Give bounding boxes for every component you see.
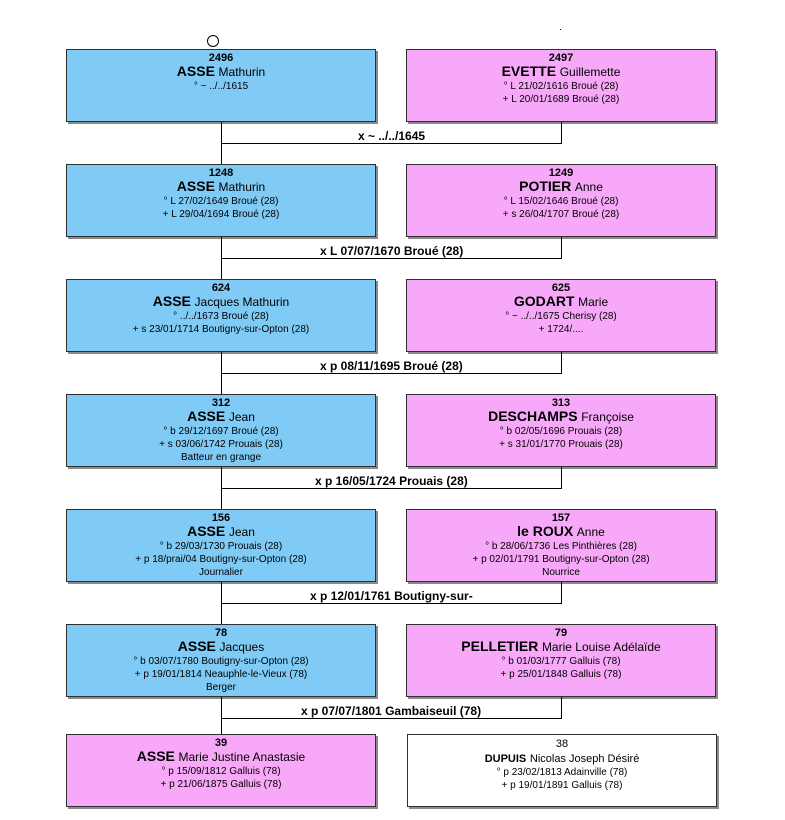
person-name <box>67 749 375 765</box>
life-event-line: + s 31/01/1770 Prouais (28) <box>499 439 623 450</box>
given-names: Anne <box>574 180 603 194</box>
life-event-line: ° b 29/03/1730 Prouais (28) <box>159 541 283 552</box>
person-name <box>407 179 715 195</box>
sosa-number: 39 <box>214 737 228 749</box>
given-names: Jacques <box>219 640 265 654</box>
wife-box[interactable] <box>406 279 716 352</box>
marriage-line <box>221 143 562 144</box>
given-names: Nicolas Joseph Désiré <box>529 753 640 765</box>
person-name <box>67 64 375 80</box>
life-event-line: + p 21/06/1875 Galluis (78) <box>160 779 282 790</box>
sosa-number: 1249 <box>548 167 574 179</box>
life-event-line: ° ../../1673 Broué (28) <box>173 311 269 322</box>
life-event-line: ° L 21/02/1616 Broué (28) <box>503 81 619 92</box>
life-event-line: ° L 15/02/1646 Broué (28) <box>503 196 619 207</box>
sosa-number: 78 <box>214 627 228 639</box>
person-name <box>407 409 715 425</box>
wife-box[interactable] <box>406 509 716 582</box>
corner-dot-icon <box>560 29 561 30</box>
marriage-label: x p 12/01/1761 Boutigny-sur- <box>310 589 473 603</box>
sosa-number: 312 <box>211 397 231 409</box>
given-names: Jacques Mathurin <box>194 295 290 309</box>
surname: POTIER <box>519 178 572 194</box>
surname: ASSE <box>177 638 216 654</box>
surname: ASSE <box>176 63 215 79</box>
surname: le ROUX <box>517 523 574 539</box>
life-event-line: + p 19/01/1814 Neauphle-le-Vieux (78) <box>134 669 308 680</box>
wife-connector-line <box>561 467 562 488</box>
person-name <box>407 524 715 540</box>
person-name <box>407 294 715 310</box>
life-event-line: + p 25/01/1848 Galluis (78) <box>500 669 622 680</box>
life-event-line: Batteur en grange <box>180 452 262 463</box>
sosa-number: 313 <box>551 397 571 409</box>
life-event-line: + 1724/.... <box>538 324 584 335</box>
life-event-line: + p 18/prai/04 Boutigny-sur-Opton (28) <box>135 554 307 565</box>
given-names: Marie <box>578 295 609 309</box>
life-event-line: + s 26/04/1707 Broué (28) <box>502 209 620 220</box>
surname: ASSE <box>187 523 226 539</box>
life-event-line: ° ~ ../../1675 Cherisy (28) <box>505 311 617 322</box>
person-name <box>67 294 375 310</box>
marriage-label: x L 07/07/1670 Broué (28) <box>320 244 464 258</box>
sosa-number: 38 <box>555 738 569 750</box>
person-name <box>407 64 715 80</box>
sosa-number: 157 <box>551 512 571 524</box>
life-event-line: ° b 01/03/1777 Galluis (78) <box>501 656 621 667</box>
surname: ASSE <box>136 748 175 764</box>
surname: DUPUIS <box>484 753 527 765</box>
marriage-line <box>221 258 562 259</box>
sosa-number: 2497 <box>548 52 574 64</box>
life-event-line: ° p 15/09/1812 Galluis (78) <box>161 766 281 777</box>
given-names: Mathurin <box>218 180 266 194</box>
surname: ASSE <box>187 408 226 424</box>
person-name <box>407 639 715 655</box>
life-event-line: + L 29/04/1694 Broué (28) <box>162 209 280 220</box>
sosa-number: 624 <box>211 282 231 294</box>
life-event-line: + L 20/01/1689 Broué (28) <box>502 94 620 105</box>
marriage-label: x p 16/05/1724 Prouais (28) <box>315 474 468 488</box>
husband-box[interactable] <box>66 394 376 467</box>
person-name <box>67 179 375 195</box>
root-circle-icon <box>207 35 219 47</box>
given-names: Françoise <box>581 410 634 424</box>
person-name <box>67 409 375 425</box>
marriage-line <box>221 603 562 604</box>
person-name <box>67 639 375 655</box>
surname: EVETTE <box>501 63 557 79</box>
person-name <box>408 751 716 766</box>
life-event-line: Berger <box>205 682 236 693</box>
marriage-label: x ~ ../../1645 <box>358 129 426 143</box>
sosa-number: 2496 <box>208 52 234 64</box>
marriage-line <box>221 718 562 719</box>
life-event-line: Journalier <box>199 567 243 578</box>
surname: PELLETIER <box>461 638 539 654</box>
wife-box[interactable] <box>406 394 716 467</box>
surname: ASSE <box>176 178 215 194</box>
surname: ASSE <box>152 293 191 309</box>
husband-box[interactable] <box>66 49 376 122</box>
sosa-number: 156 <box>211 512 231 524</box>
life-event-line: Nourrice <box>542 567 580 578</box>
wife-connector-line <box>561 352 562 373</box>
husband-box[interactable] <box>66 279 376 352</box>
husband-box[interactable] <box>66 624 376 697</box>
given-names: Mathurin <box>218 65 266 79</box>
given-names: Jean <box>228 525 255 539</box>
life-event-line: ° b 03/07/1780 Boutigny-sur-Opton (28) <box>133 656 309 667</box>
given-names: Anne <box>576 525 605 539</box>
wife-connector-line <box>561 237 562 258</box>
life-event-line: ° ~ ../../1615 <box>193 81 249 92</box>
life-event-line: ° b 29/12/1697 Broué (28) <box>163 426 279 437</box>
marriage-label: x p 08/11/1695 Broué (28) <box>320 359 463 373</box>
wife-connector-line <box>561 122 562 143</box>
given-names: Jean <box>228 410 255 424</box>
sosa-number: 1248 <box>208 167 234 179</box>
wife-box[interactable] <box>406 49 716 122</box>
child-box[interactable] <box>66 734 376 807</box>
wife-connector-line <box>561 697 562 718</box>
life-event-line: ° b 02/05/1696 Prouais (28) <box>499 426 623 437</box>
husband-box[interactable] <box>66 509 376 582</box>
life-event-line: + p 19/01/1891 Galluis (78) <box>501 780 623 791</box>
sosa-number: 79 <box>554 627 568 639</box>
life-event-line: + s 03/06/1742 Prouais (28) <box>159 439 283 450</box>
life-event-line: ° L 27/02/1649 Broué (28) <box>163 196 279 207</box>
given-names: Marie Louise Adélaïde <box>541 640 661 654</box>
wife-box[interactable] <box>406 164 716 237</box>
marriage-label: x p 07/07/1801 Gambaiseuil (78) <box>301 704 482 718</box>
marriage-line <box>221 373 562 374</box>
sosa-number: 625 <box>551 282 571 294</box>
husband-box[interactable] <box>66 164 376 237</box>
marriage-line <box>221 488 562 489</box>
life-event-line: ° p 23/02/1813 Adainville (78) <box>496 767 628 778</box>
given-names: Marie Justine Anastasie <box>178 750 306 764</box>
life-event-line: + p 02/01/1791 Boutigny-sur-Opton (28) <box>472 554 650 565</box>
life-event-line: + s 23/01/1714 Boutigny-sur-Opton (28) <box>132 324 310 335</box>
person-name <box>67 524 375 540</box>
given-names: Guillemette <box>559 65 621 79</box>
wife-connector-line <box>561 582 562 603</box>
spouse-box[interactable] <box>407 734 717 807</box>
surname: DESCHAMPS <box>488 408 578 424</box>
life-event-line: ° b 28/06/1736 Les Pinthières (28) <box>485 541 637 552</box>
wife-box[interactable] <box>406 624 716 697</box>
surname: GODART <box>513 293 575 309</box>
